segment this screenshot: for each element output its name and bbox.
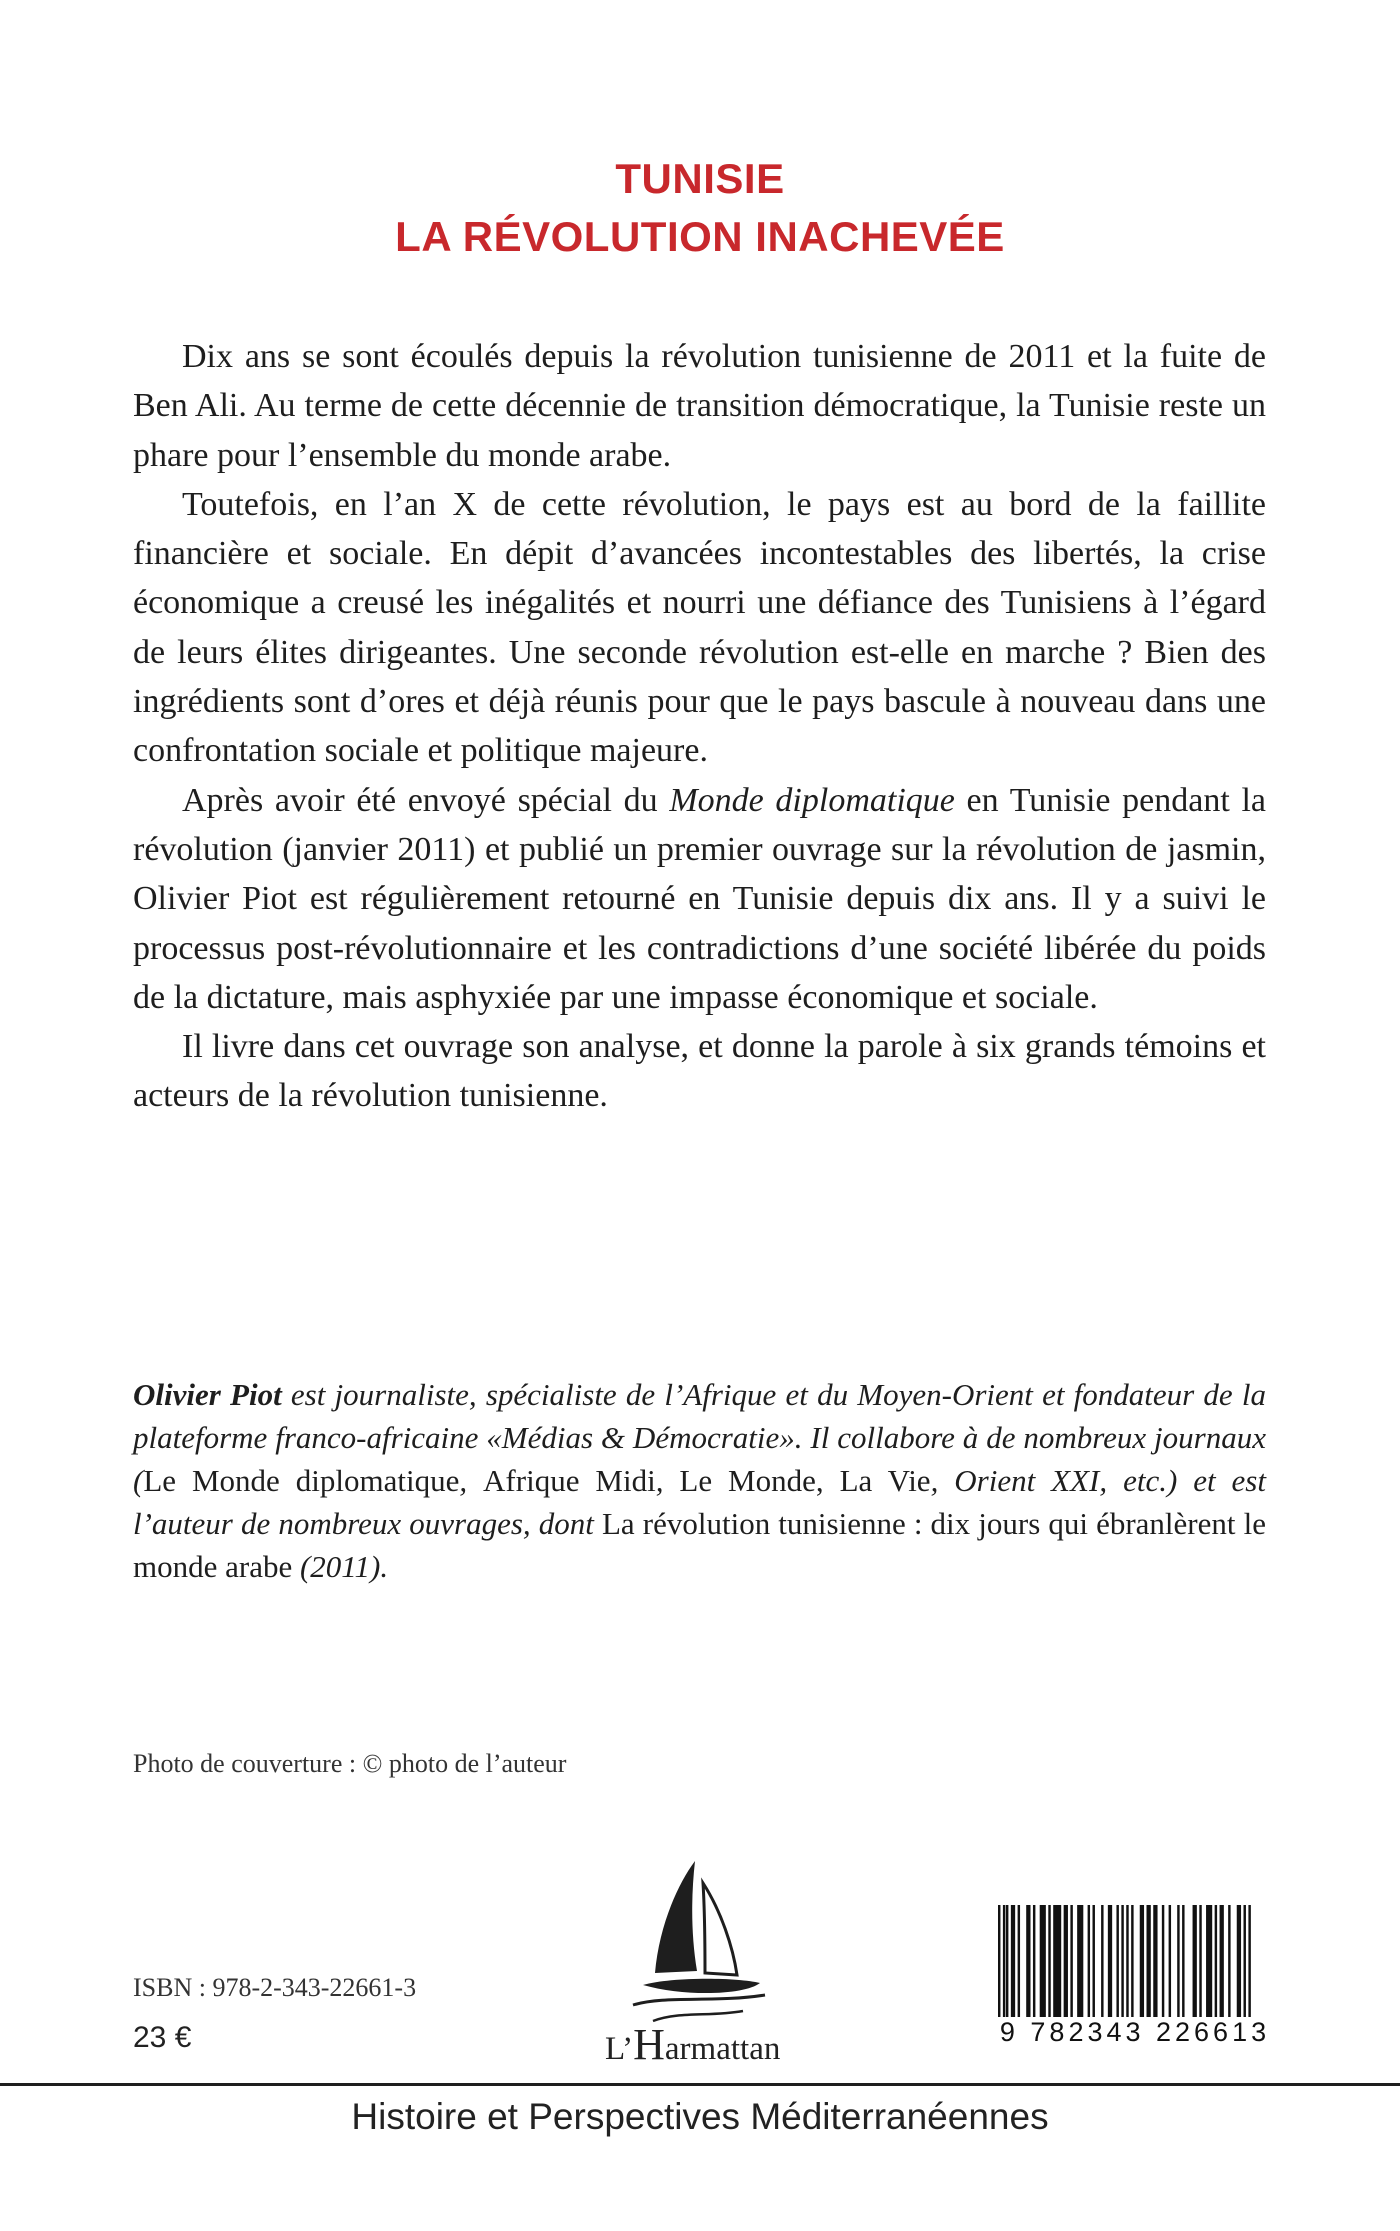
bio-journal-2: Afrique Midi xyxy=(483,1463,656,1498)
synopsis-paragraph-1: Dix ans se sont écoulés depuis la révolution tunisienne de 2011 et la fuite de Ben Ali. Au terme de cette décennie de transition démocratique, la Tunisie reste un phare pour l’ensemble du monde arabe. xyxy=(133,338,1266,474)
barcode-bar xyxy=(1147,1905,1151,2017)
barcode-bar xyxy=(1220,1905,1224,2017)
barcode-bar xyxy=(1206,1905,1212,2017)
footer-divider xyxy=(0,2083,1400,2086)
barcode-bar xyxy=(998,1905,1000,2017)
synopsis-paragraph-2: Toutefois, en l’an X de cette révolution, le pays est au bord de la faillite financière et sociale. En dépit d’avancées incontestables des libertés, la crise économique a creusé les inégalités et nourri une défiance des Tunisiens à l’égard de leurs élites dirigeantes. Une seconde révolution est-elle en marche ? Bien des ingrédients sont d’ores et déjà réunis pour que le pays bascule à nouveau dans une confrontation sociale et politique majeure. xyxy=(133,485,1266,770)
barcode-bar xyxy=(1126,1905,1128,2017)
isbn: ISBN : 978-2-343-22661-3 xyxy=(133,1973,417,2002)
paragraph-3-start: Après avoir été envoyé spécial du xyxy=(182,781,670,819)
bio-text-5: (2011). xyxy=(292,1549,389,1584)
title-line-1: TUNISIE xyxy=(615,155,785,202)
barcode-bar xyxy=(1199,1905,1201,2017)
synopsis-paragraph-3 xyxy=(133,776,1266,1022)
barcode-bar xyxy=(1108,1905,1112,2017)
barcode-bar xyxy=(1153,1905,1157,2017)
bio-text-3: , xyxy=(655,1463,680,1498)
sailboat-icon xyxy=(625,1855,775,2030)
price: 23 € xyxy=(133,2021,192,2054)
bio-text-1: est journaliste, spécialiste de l’Afrique et du Moyen-Orient et fondateur de la plateforme franco-africaine «Médias & Démocratie». Il collabore à de nombreux journaux ( xyxy=(133,1377,1266,1498)
publisher-prefix: L’ xyxy=(605,2031,634,2067)
barcode-bar xyxy=(1006,1905,1008,2017)
barcode-bar xyxy=(1182,1905,1184,2017)
author-name: Olivier Piot xyxy=(133,1377,282,1412)
publisher-rest: armattan xyxy=(664,2031,781,2067)
barcode-bar xyxy=(1228,1905,1230,2017)
barcode-bar xyxy=(1177,1905,1179,2017)
barcode-bar xyxy=(1140,1905,1144,2017)
barcode-bar xyxy=(1101,1905,1103,2017)
book-title xyxy=(0,150,1400,266)
barcode-bar xyxy=(1193,1905,1197,2017)
barcode-bar xyxy=(1121,1905,1123,2017)
barcode-bar xyxy=(1048,1905,1050,2017)
barcode-bar xyxy=(1093,1905,1095,2017)
publisher-name xyxy=(605,2020,805,2069)
isbn-barcode xyxy=(990,1905,1280,2055)
series-name: Histoire et Perspectives Méditerranéennes xyxy=(351,2096,1049,2137)
barcode-bar xyxy=(1244,1905,1246,2017)
barcode-bar xyxy=(1053,1905,1061,2017)
publisher-logo xyxy=(605,1855,805,2080)
barcode-bar xyxy=(1026,1905,1030,2017)
barcode-bar xyxy=(1248,1905,1250,2017)
publisher-initial: H xyxy=(633,2020,665,2069)
journal-title: Monde diplomatique xyxy=(669,781,955,819)
barcode-bar xyxy=(1077,1905,1083,2017)
barcode-bar xyxy=(1033,1905,1035,2017)
bio-journal-3: Le Monde, La Vie xyxy=(679,1463,931,1498)
barcode-bars xyxy=(994,1905,1272,2017)
barcode-bar xyxy=(1169,1905,1171,2017)
barcode-bar xyxy=(1003,1905,1005,2017)
author-bio xyxy=(133,1373,1266,1588)
paragraph-3-end: en Tunisie pendant la révolution (janvier 2011) et publié un premier ouvrage sur la révolution de jasmin, Olivier Piot est régulièrement retourné en Tunisie depuis dix ans. Il y a suivi le processus post-révolutionnaire et les contradictions d’une société libérée du poids de la dictature, mais asphyxiée par une impasse économique et sociale. xyxy=(133,781,1267,1016)
bio-text-2: , xyxy=(459,1463,484,1498)
barcode-digits: 9 782343 226613 xyxy=(999,2017,1271,2047)
barcode-bar xyxy=(1070,1905,1072,2017)
barcode-bar xyxy=(1131,1905,1133,2017)
barcode-bar xyxy=(1162,1905,1164,2017)
barcode-bar xyxy=(1040,1905,1046,2017)
photo-credit: Photo de couverture : © photo de l’auteur xyxy=(133,1749,567,1778)
barcode-bar xyxy=(1215,1905,1217,2017)
barcode-bar xyxy=(1064,1905,1068,2017)
bio-book-title: La révolution tunisienne : dix jours qui ébranlèrent le monde arabe xyxy=(133,1506,1266,1584)
barcode-bar xyxy=(1018,1905,1020,2017)
synopsis xyxy=(133,332,1266,1121)
barcode-bar xyxy=(1011,1905,1015,2017)
barcode-bar xyxy=(1088,1905,1090,2017)
barcode-bar xyxy=(1237,1905,1241,2017)
barcode-bar xyxy=(1116,1905,1118,2017)
synopsis-paragraph-4: Il livre dans cet ouvrage son analyse, et donne la parole à six grands témoins et acteurs de la révolution tunisienne. xyxy=(133,1028,1266,1115)
title-line-2: LA RÉVOLUTION INACHEVÉE xyxy=(395,213,1005,260)
bio-text-4: , Orient XXI, etc.) et est l’auteur de nombreux ouvrages, dont xyxy=(133,1463,1266,1541)
bio-journal-1: Le Monde diplomatique xyxy=(143,1463,460,1498)
